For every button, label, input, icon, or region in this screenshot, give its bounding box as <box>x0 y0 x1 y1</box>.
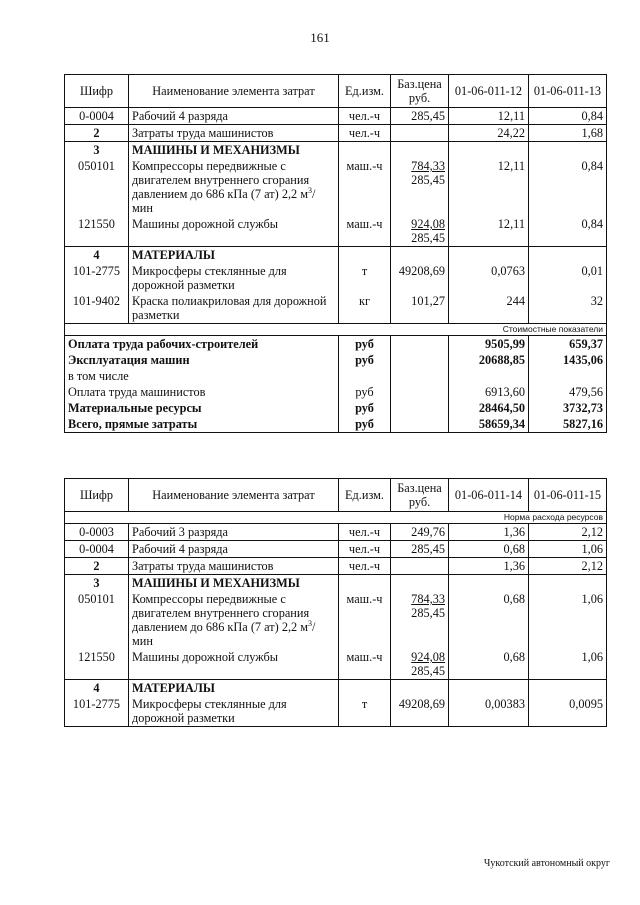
cell-value-b: 1,68 <box>529 125 607 142</box>
summary-value-b: 5827,16 <box>529 416 607 433</box>
summary-value-a: 20688,85 <box>449 352 529 368</box>
cell-name-sup: 3 <box>308 185 313 195</box>
section-label: Норма расхода ресурсов <box>65 512 607 524</box>
cell-name: Машины дорожной службы <box>129 216 339 247</box>
summary-unit: руб <box>339 400 391 416</box>
summary-row <box>65 384 607 400</box>
cell-price <box>391 558 449 575</box>
cell-code: 4 <box>65 247 129 264</box>
table-row <box>65 216 607 247</box>
section-row <box>65 247 607 264</box>
cell-price-bottom: 285,45 <box>411 173 445 187</box>
summary-name: Всего, прямые затраты <box>65 416 339 433</box>
section-row <box>65 142 607 159</box>
cell-unit: чел.-ч <box>339 108 391 125</box>
cell-value-b: 0,84 <box>529 108 607 125</box>
cell-value-a: 24,22 <box>449 125 529 142</box>
summary-unit <box>339 368 391 384</box>
header-price-line2: руб. <box>408 495 431 509</box>
resource-table-1 <box>64 74 607 433</box>
cell-value-b: 1,06 <box>529 591 607 649</box>
summary-value-a: 6913,60 <box>449 384 529 400</box>
cell-price-bottom: 285,45 <box>411 664 445 678</box>
cell-value-a: 0,0763 <box>449 263 529 293</box>
table-row <box>65 649 607 680</box>
cell-code: 4 <box>65 680 129 697</box>
cell-name: Рабочий 4 разряда <box>129 108 339 125</box>
section-label: Стоимостные показатели <box>65 324 607 336</box>
section-title: МАТЕРИАЛЫ <box>129 680 339 697</box>
cell-name: Микросферы стеклянные для дорожной разметки <box>129 696 339 727</box>
summary-value-b <box>529 368 607 384</box>
cell-unit: чел.-ч <box>339 125 391 142</box>
header-col-a: 01-06-011-12 <box>449 75 529 108</box>
cell-price: 49208,69 <box>391 263 449 293</box>
cell-value-b: 0,0095 <box>529 696 607 727</box>
cell-value-b: 0,01 <box>529 263 607 293</box>
section-row <box>65 680 607 697</box>
section-label-row <box>65 512 607 524</box>
header-col-b: 01-06-011-13 <box>529 75 607 108</box>
cell-value-a: 0,68 <box>449 541 529 558</box>
table-row <box>65 696 607 727</box>
cell-value-b: 1,06 <box>529 541 607 558</box>
cell-value-a: 1,36 <box>449 524 529 541</box>
cell-name: Затраты труда машинистов <box>129 125 339 142</box>
table-row <box>65 524 607 541</box>
section-title: МАШИНЫ И МЕХАНИЗМЫ <box>129 142 339 159</box>
cell-unit: маш.-ч <box>339 591 391 649</box>
cell-price-top: 924,08 <box>411 650 445 664</box>
cell-code: 050101 <box>65 591 129 649</box>
cell-unit: т <box>339 263 391 293</box>
summary-unit: руб <box>339 336 391 353</box>
summary-value-b: 3732,73 <box>529 400 607 416</box>
cell-price <box>391 158 449 216</box>
cell-code: 101-9402 <box>65 293 129 324</box>
header-name: Наименование элемента затрат <box>129 479 339 512</box>
table-row <box>65 125 607 142</box>
cell-value-b: 0,84 <box>529 216 607 247</box>
cell-unit: чел.-ч <box>339 541 391 558</box>
summary-value-a: 9505,99 <box>449 336 529 353</box>
cell-value-b: 1,06 <box>529 649 607 680</box>
summary-row <box>65 352 607 368</box>
cell-name-tail: /мин <box>132 620 316 648</box>
cell-price-top: 784,33 <box>411 159 445 173</box>
header-unit: Ед.изм. <box>339 479 391 512</box>
cell-code: 3 <box>65 575 129 592</box>
cell-name: Рабочий 4 разряда <box>129 541 339 558</box>
header-code: Шифр <box>65 479 129 512</box>
cell-value-a: 12,11 <box>449 216 529 247</box>
section-title: МАТЕРИАЛЫ <box>129 247 339 264</box>
section-title: МАШИНЫ И МЕХАНИЗМЫ <box>129 575 339 592</box>
summary-row <box>65 368 607 384</box>
cell-code: 050101 <box>65 158 129 216</box>
summary-row <box>65 400 607 416</box>
cell-value-b: 2,12 <box>529 524 607 541</box>
cell-unit: т <box>339 696 391 727</box>
cell-price <box>391 649 449 680</box>
cell-name <box>129 158 339 216</box>
cell-value-a: 12,11 <box>449 158 529 216</box>
cell-code: 121550 <box>65 649 129 680</box>
cell-price: 101,27 <box>391 293 449 324</box>
resource-table-2 <box>64 478 607 727</box>
header-col-b: 01-06-011-15 <box>529 479 607 512</box>
summary-unit: руб <box>339 416 391 433</box>
cell-value-a: 244 <box>449 293 529 324</box>
table-row <box>65 108 607 125</box>
cell-price <box>391 216 449 247</box>
cell-unit: кг <box>339 293 391 324</box>
cell-name: Микросферы стеклянные для дорожной разметки <box>129 263 339 293</box>
summary-name: Материальные ресурсы <box>65 400 339 416</box>
cell-price-bottom: 285,45 <box>411 606 445 620</box>
summary-value-a: 28464,50 <box>449 400 529 416</box>
cell-value-a: 0,68 <box>449 591 529 649</box>
summary-unit: руб <box>339 352 391 368</box>
header-price <box>391 479 449 512</box>
cell-price <box>391 125 449 142</box>
cell-price-top: 924,08 <box>411 217 445 231</box>
page-number: 161 <box>310 30 330 45</box>
summary-value-a: 58659,34 <box>449 416 529 433</box>
cell-price: 285,45 <box>391 541 449 558</box>
summary-name: в том числе <box>65 368 339 384</box>
table-header-row <box>65 479 607 512</box>
header-price-line1: Баз.цена <box>397 481 442 495</box>
cell-price: 285,45 <box>391 108 449 125</box>
cell-name: Рабочий 3 разряда <box>129 524 339 541</box>
table-row <box>65 263 607 293</box>
cell-code: 0-0004 <box>65 108 129 125</box>
section-row <box>65 575 607 592</box>
summary-value-a <box>449 368 529 384</box>
cell-unit: маш.-ч <box>339 216 391 247</box>
table-header-row <box>65 75 607 108</box>
summary-name: Эксплуатация машин <box>65 352 339 368</box>
cell-name: Краска полиакриловая для дорожной разметки <box>129 293 339 324</box>
cell-code: 2 <box>65 558 129 575</box>
cell-price-bottom: 285,45 <box>411 231 445 245</box>
cell-code: 2 <box>65 125 129 142</box>
cell-unit: маш.-ч <box>339 158 391 216</box>
cell-code: 101-2775 <box>65 263 129 293</box>
summary-name: Оплата труда рабочих-строителей <box>65 336 339 353</box>
cell-code: 0-0004 <box>65 541 129 558</box>
cell-name <box>129 591 339 649</box>
table-row <box>65 591 607 649</box>
header-unit: Ед.изм. <box>339 75 391 108</box>
summary-value-b: 1435,06 <box>529 352 607 368</box>
summary-row <box>65 416 607 433</box>
cell-value-b: 0,84 <box>529 158 607 216</box>
table-row <box>65 293 607 324</box>
cell-unit: чел.-ч <box>339 524 391 541</box>
cell-code: 0-0003 <box>65 524 129 541</box>
cell-name-sup: 3 <box>308 618 313 628</box>
table-row <box>65 558 607 575</box>
summary-unit: руб <box>339 384 391 400</box>
cell-value-b: 2,12 <box>529 558 607 575</box>
header-col-a: 01-06-011-14 <box>449 479 529 512</box>
cell-code: 3 <box>65 142 129 159</box>
cell-code: 101-2775 <box>65 696 129 727</box>
summary-row <box>65 336 607 353</box>
cell-value-a: 12,11 <box>449 108 529 125</box>
cell-price: 249,76 <box>391 524 449 541</box>
cell-price: 49208,69 <box>391 696 449 727</box>
footer-region: Чукотский автономный округ <box>483 858 610 869</box>
cell-code: 121550 <box>65 216 129 247</box>
cell-value-b: 32 <box>529 293 607 324</box>
summary-value-b: 659,37 <box>529 336 607 353</box>
cell-unit: маш.-ч <box>339 649 391 680</box>
cell-name-text: Компрессоры передвижные с двигателем внутреннего сгорания давлением до 686 кПа (7 ат) 2,2 м <box>132 159 310 201</box>
header-price-line1: Баз.цена <box>397 77 442 91</box>
cell-name-tail: /мин <box>132 187 316 215</box>
cell-value-a: 0,00383 <box>449 696 529 727</box>
table-row <box>65 541 607 558</box>
header-code: Шифр <box>65 75 129 108</box>
header-name: Наименование элемента затрат <box>129 75 339 108</box>
header-price-line2: руб. <box>408 91 431 105</box>
cell-price-top: 784,33 <box>411 592 445 606</box>
header-price <box>391 75 449 108</box>
cell-unit: чел.-ч <box>339 558 391 575</box>
cell-name-text: Компрессоры передвижные с двигателем внутреннего сгорания давлением до 686 кПа (7 ат) 2,2 м <box>132 592 310 634</box>
cell-value-a: 1,36 <box>449 558 529 575</box>
cell-price <box>391 591 449 649</box>
cell-name: Машины дорожной службы <box>129 649 339 680</box>
summary-value-b: 479,56 <box>529 384 607 400</box>
cell-name: Затраты труда машинистов <box>129 558 339 575</box>
table-row <box>65 158 607 216</box>
summary-name: Оплата труда машинистов <box>65 384 339 400</box>
section-label-row <box>65 324 607 336</box>
cell-value-a: 0,68 <box>449 649 529 680</box>
